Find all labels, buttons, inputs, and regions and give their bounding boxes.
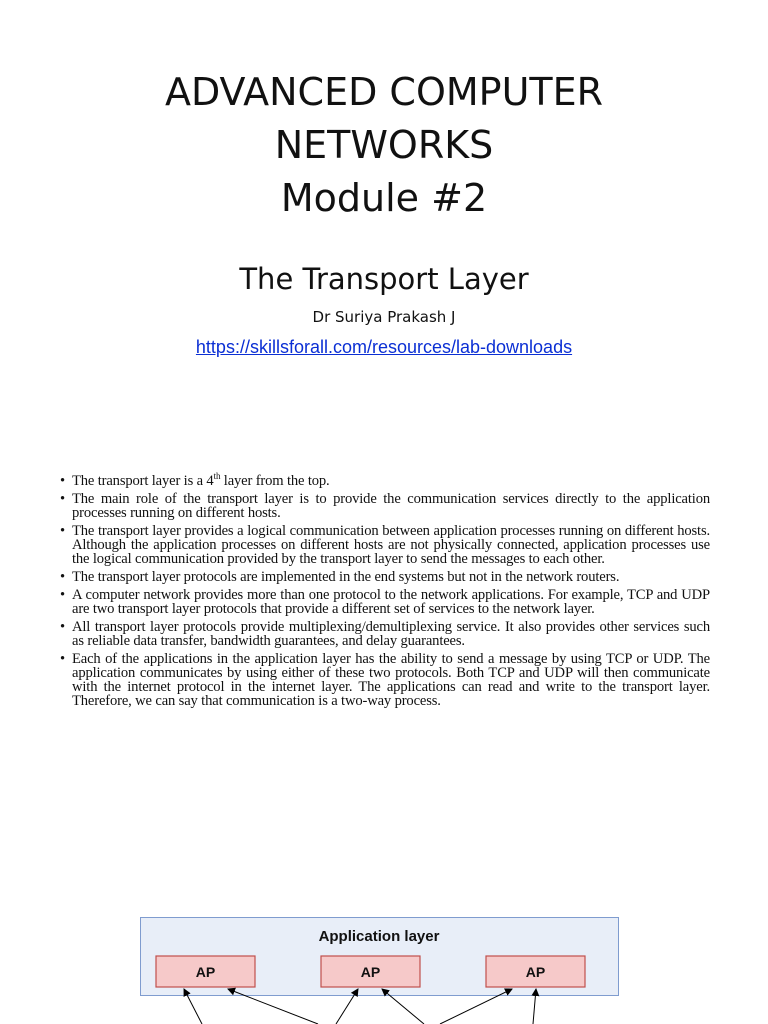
diagram-svg <box>140 917 619 1024</box>
title-line-1: ADVANCED COMPUTER <box>164 70 604 114</box>
bullet-item <box>60 524 710 566</box>
bullet-item <box>60 620 710 648</box>
bullet-dot-icon: • <box>60 651 65 667</box>
bullet-item <box>60 570 710 584</box>
bullet-dot-icon: • <box>60 569 65 585</box>
bullet-text: The transport layer provides a logical communication between application processes running on different hosts. Although the application processes on different hosts are not physically connected, application processes use the logical communication provided by the transport layer to send the messages to each other. <box>72 523 710 567</box>
bullet-item <box>60 588 710 616</box>
bullet-item <box>60 652 710 708</box>
ap-box-label: AP <box>360 964 381 980</box>
bullet-dot-icon: • <box>60 523 65 539</box>
bullet-dot-icon: • <box>60 473 65 489</box>
application-layer-label: Application layer <box>318 928 440 945</box>
ap-box-2 <box>321 956 420 987</box>
bullet-text: All transport layer protocols provide multiplexing/demultiplexing service. It also provides other services such as reliable data transfer, bandwidth guarantees, and delay guarantees. <box>72 619 710 649</box>
bullet-text: Each of the applications in the application layer has the ability to send a message by using TCP or UDP. The application communicates by using either of these two protocols. Both TCP and UDP will then communicate with the internet protocol in the internet layer. The applications can read and write to the transport layer. Therefore, we can say that communication is a two-way process. <box>72 651 710 709</box>
bullet-text: layer from the top. <box>220 473 330 489</box>
ap-box-1 <box>156 956 255 987</box>
author-name: Dr Suriya Prakash J <box>312 308 456 326</box>
ap-box-label: AP <box>525 964 546 980</box>
transport-layer-diagram <box>140 917 619 1024</box>
bullet-text: The transport layer protocols are implemented in the end systems but not in the network routers. <box>72 569 620 585</box>
bullet-item <box>60 492 710 520</box>
slide-title <box>0 66 768 225</box>
bullet-superscript: th <box>213 471 221 482</box>
ap-box-3 <box>486 956 585 987</box>
title-line-3: Module #2 <box>280 176 488 220</box>
slide-subtitle: The Transport Layer <box>239 262 529 296</box>
bullet-dot-icon: • <box>60 619 65 635</box>
bullet-text: The main role of the transport layer is to provide the communication services directly to the application processes running on different hosts. <box>72 491 710 521</box>
bullet-text: A computer network provides more than one protocol to the network applications. For example, TCP and UDP are two transport layer protocols that provide a different set of services to the network layer. <box>72 587 710 617</box>
bullet-text: The transport layer is a 4 <box>72 473 214 489</box>
resource-link[interactable]: https://skillsforall.com/resources/lab-downloads <box>195 337 573 357</box>
bullet-dot-icon: • <box>60 587 65 603</box>
bullet-list <box>60 471 710 712</box>
title-line-2: NETWORKS <box>274 123 494 167</box>
resource-link-container <box>0 334 768 360</box>
ap-box-label: AP <box>195 964 216 980</box>
bullet-item <box>60 471 710 489</box>
bullet-dot-icon: • <box>60 491 65 507</box>
